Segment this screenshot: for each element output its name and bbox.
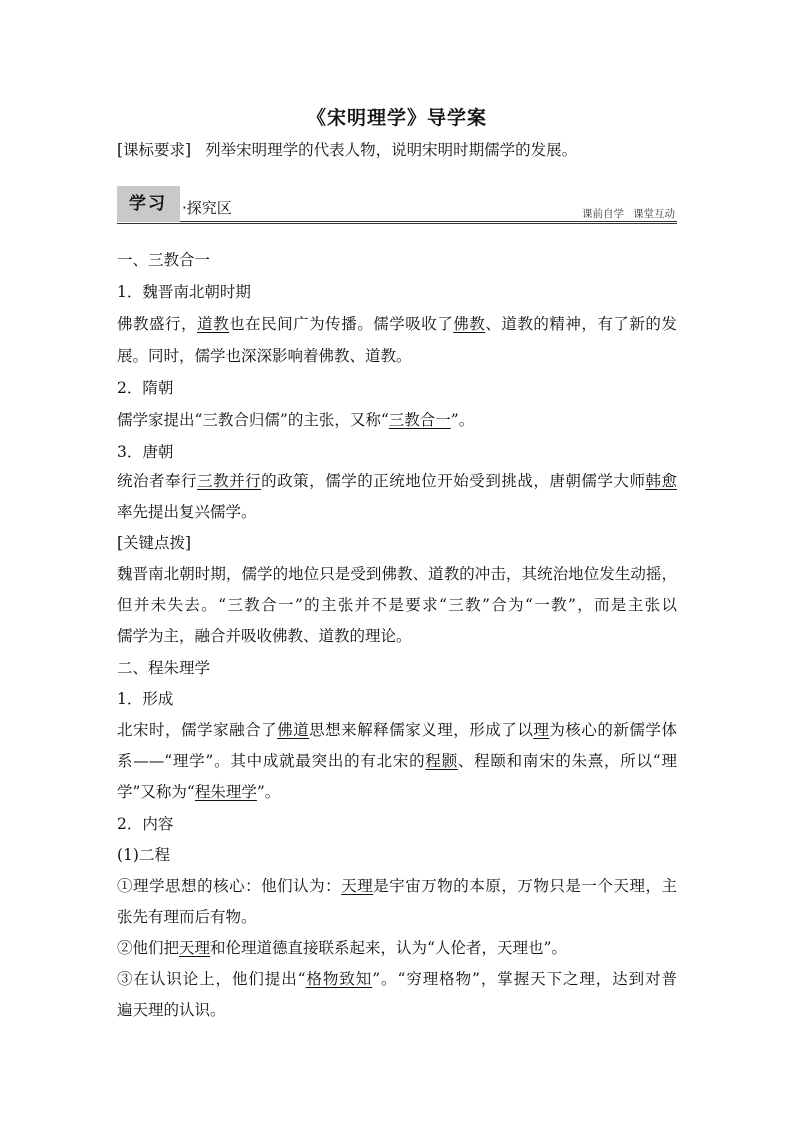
underlined-term: 佛教 <box>453 315 486 333</box>
text-run: ③在认识论上，他们提出“ <box>117 970 306 988</box>
s1-point-3-line-1 <box>117 469 677 491</box>
text-run: 系——“理学”。其中成就最突出的有北宋的 <box>117 752 426 770</box>
text-run: 学”又称为“ <box>117 783 195 801</box>
text-run: 和伦理道德直接联系起来，认为“人伦者，天理也”。 <box>210 939 567 957</box>
banner-right-labels <box>582 206 675 221</box>
banner-sub-label <box>182 197 232 218</box>
text-run: 思想来解释儒家义理，形成了以 <box>309 721 534 739</box>
text-run: ①理学思想的核心：他们认为： <box>117 877 342 895</box>
s2-item-1-line-1 <box>117 874 677 896</box>
text-run: 儒学家提出“三教合归儒”的主张，又称“ <box>117 411 389 429</box>
text-run: 也在民间广为传播。儒学吸收了 <box>229 315 454 333</box>
underlined-term: 三教合一 <box>388 411 451 429</box>
s2-point-2-heading: 2．内容 <box>117 815 174 833</box>
text-run: 统治者奉行 <box>117 472 198 490</box>
text-run: 的政策，儒学的正统地位开始受到挑战，唐朝儒学大师 <box>261 472 646 490</box>
underlined-term: 程朱理学 <box>194 783 257 801</box>
s1-point-3-line-2: 率先提出复兴儒学。 <box>117 503 257 521</box>
requirement-text: 列举宋明理学的代表人物，说明宋明时期儒学的发展。 <box>205 141 578 159</box>
s1-point-2-heading: 2．隋朝 <box>117 379 174 397</box>
text-run: ”。 <box>256 783 281 801</box>
underlined-term: 天理 <box>341 877 374 895</box>
key-point-line-2: 但并未失去。“三教合一”的主张并不是要求“三教”合为“一教”，而是主张以 <box>117 596 677 614</box>
s2-item-3-line-1 <box>117 967 677 989</box>
s2-item-1-line-2: 张先有理而后有物。 <box>117 908 257 926</box>
requirement-tag: [课标要求] <box>117 141 192 159</box>
banner-dot: · <box>182 199 187 217</box>
section-2-heading: 二、程朱理学 <box>117 659 211 677</box>
text-run: 为核心的新儒学体 <box>549 721 677 739</box>
banner-right-1: 课前自学 <box>582 208 624 220</box>
s1-point-1-line-2: 展。同时，儒学也深深影响着佛教、道教。 <box>117 347 412 365</box>
key-point-line-3: 儒学为主，融合并吸收佛教、道教的理论。 <box>117 627 412 645</box>
s1-point-3-heading: 3．唐朝 <box>117 443 174 461</box>
underlined-term: 道教 <box>197 315 230 333</box>
s2-sub-heading-cheng: (1)二程 <box>117 846 170 864</box>
text-run: 、程颐和南宋的朱熹，所以“理 <box>457 752 677 770</box>
banner-sub-text: 探究区 <box>186 199 232 217</box>
key-point-tag: [关键点拨] <box>117 534 192 552</box>
banner-main-label: 学习 <box>129 194 167 214</box>
s1-point-2-text <box>117 408 474 430</box>
text-run: 、道教的精神，有了新的发 <box>485 315 677 333</box>
s2-point-1-line-3 <box>117 780 280 802</box>
text-run: 北宋时，儒学家融合了 <box>117 721 278 739</box>
underlined-term: 佛道 <box>277 721 310 739</box>
banner-rule-top <box>180 221 677 222</box>
key-point-line-1: 魏晋南北朝时期，儒学的地位只是受到佛教、道教的冲击，其统治地位发生动摇， <box>117 565 677 583</box>
underlined-term: 理 <box>533 721 550 739</box>
banner-right-2: 课堂互动 <box>633 208 675 220</box>
s1-point-1-line-1 <box>117 312 677 334</box>
s1-point-1-heading: 1．魏晋南北朝时期 <box>117 283 251 301</box>
text-run: ②他们把 <box>117 939 180 957</box>
underlined-term: 三教并行 <box>197 472 262 490</box>
s2-point-1-heading: 1．形成 <box>117 690 174 708</box>
s2-point-1-line-1 <box>117 718 677 740</box>
s2-item-3-line-2: 遍天理的认识。 <box>117 1001 226 1019</box>
text-run: 是宇宙万物的本原，万物只是一个天理，主 <box>373 877 677 895</box>
underlined-term: 格物致知 <box>305 970 373 988</box>
underlined-term: 程颢 <box>425 752 458 770</box>
s2-item-2 <box>117 936 567 958</box>
page-title: 《宋明理学》导学案 <box>306 107 487 129</box>
underlined-term: 韩愈 <box>645 472 677 490</box>
banner-rule-bottom <box>117 223 677 224</box>
text-run: 佛教盛行， <box>117 315 198 333</box>
text-run: ”。 <box>450 411 475 429</box>
underlined-term: 天理 <box>179 939 211 957</box>
s2-point-1-line-2 <box>117 749 677 771</box>
section-banner <box>117 186 677 224</box>
section-1-heading: 一、三教合一 <box>117 251 211 269</box>
curriculum-requirement <box>117 138 577 160</box>
text-run: ”。“穷理格物”，掌握天下之理，达到对普 <box>372 970 677 988</box>
